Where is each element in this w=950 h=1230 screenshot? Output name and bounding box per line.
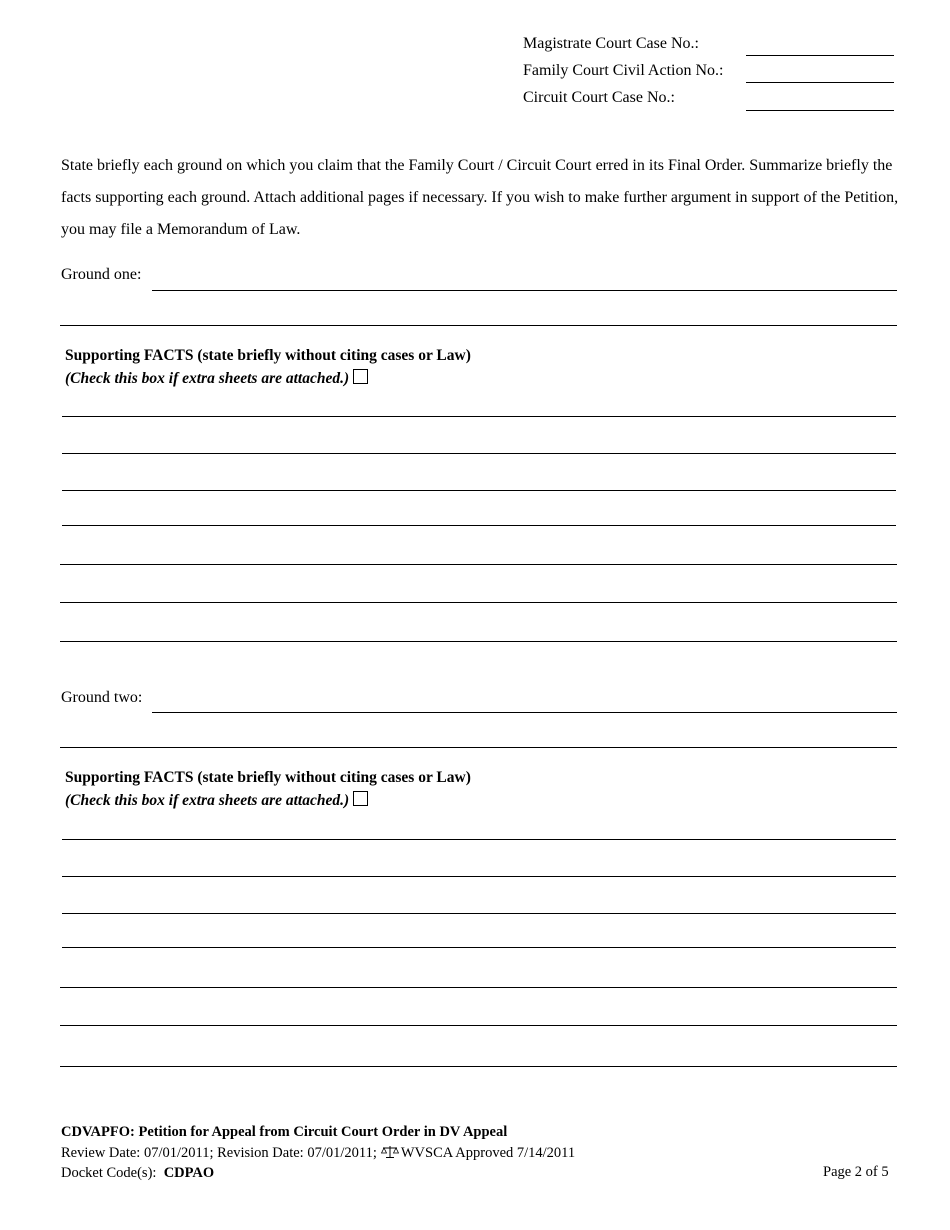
ground-one-facts-line[interactable] (60, 641, 897, 642)
magistrate-case-label: Magistrate Court Case No.: (523, 35, 699, 52)
ground-one-checkbox-row (65, 369, 368, 388)
page-number: Page 2 of 5 (823, 1164, 889, 1180)
ground-two-facts-heading: Supporting FACTS (state briefly without citing cases or Law) (65, 769, 471, 786)
docket-label: Docket Code(s): (61, 1165, 157, 1181)
circuit-case-field[interactable] (746, 110, 894, 111)
ground-one-checkbox-label: (Check this box if extra sheets are attached.) (65, 370, 350, 387)
ground-one-facts-line[interactable] (62, 453, 896, 454)
ground-two-checkbox-label: (Check this box if extra sheets are attached.) (65, 792, 350, 809)
form-dates (61, 1145, 575, 1162)
ground-two-facts-line[interactable] (60, 1066, 897, 1067)
docket-codes (61, 1165, 214, 1182)
ground-one-line-2[interactable] (60, 325, 897, 326)
magistrate-case-field[interactable] (746, 55, 894, 56)
ground-one-facts-line[interactable] (60, 602, 897, 603)
ground-two-facts-line[interactable] (60, 987, 897, 988)
scales-of-justice-icon (381, 1145, 399, 1159)
ground-two-field[interactable] (152, 712, 897, 713)
ground-one-label: Ground one: (61, 266, 142, 283)
ground-two-facts-line[interactable] (60, 1025, 897, 1026)
circuit-case-label: Circuit Court Case No.: (523, 89, 675, 106)
ground-one-field[interactable] (152, 290, 897, 291)
ground-one-facts-line[interactable] (62, 525, 896, 526)
ground-two-checkbox-row (65, 791, 368, 810)
ground-two-facts-line[interactable] (62, 913, 896, 914)
ground-one-facts-line[interactable] (60, 564, 897, 565)
docket-code: CDPAO (163, 1165, 215, 1181)
ground-two-extra-sheets-checkbox[interactable] (353, 791, 368, 806)
ground-two-facts-line[interactable] (62, 839, 896, 840)
form-title: CDVAPFO: Petition for Appeal from Circuit Court Order in DV Appeal (61, 1124, 508, 1140)
instructions-paragraph: State briefly each ground on which you claim that the Family Court / Circuit Court erred in its Final Order. Summarize briefly the facts supporting each ground. Attach additional pages if necessary. If you wish to make further argument in support of the Petition, you may file a Memorandum of Law. (61, 157, 899, 238)
ground-one-facts-line[interactable] (62, 490, 896, 491)
ground-two-facts-line[interactable] (62, 876, 896, 877)
ground-one-facts-line[interactable] (62, 416, 896, 417)
ground-two-label: Ground two: (61, 689, 143, 706)
ground-two-line-2[interactable] (60, 747, 897, 748)
ground-one-facts-heading: Supporting FACTS (state briefly without citing cases or Law) (65, 347, 471, 364)
family-case-label: Family Court Civil Action No.: (523, 62, 724, 79)
ground-two-facts-line[interactable] (62, 947, 896, 948)
approval-text: WVSCA Approved 7/14/2011 (400, 1145, 576, 1161)
ground-one-extra-sheets-checkbox[interactable] (353, 369, 368, 384)
review-revision-dates: Review Date: 07/01/2011; Revision Date: 07/01/2011; (61, 1145, 377, 1161)
family-case-field[interactable] (746, 82, 894, 83)
